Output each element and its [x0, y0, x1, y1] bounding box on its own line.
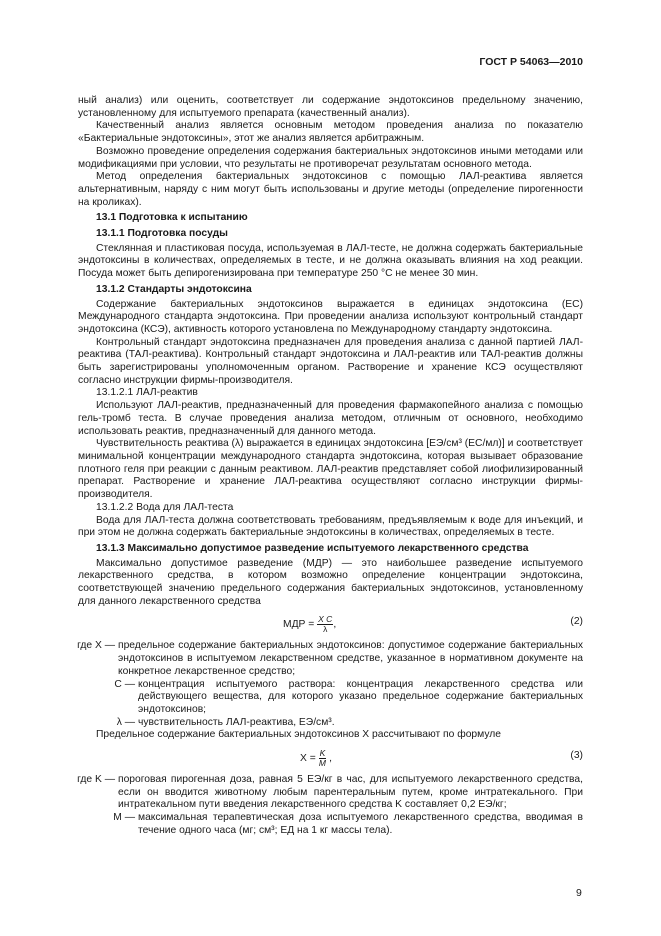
- paragraph: Максимально допустимое разведение (МДР) — это наибольшее разведение испытуемого лекарственного средства, в котором возможно определение концентрации эндотоксина, соответствующей значению предельного содержания бактериальных эндотоксинов, установленному для данного лекарственного средства: [78, 557, 583, 607]
- formula-2-definitions: [78, 640, 583, 729]
- standard-header: ГОСТ Р 54063—2010: [479, 56, 583, 68]
- definition-text: максимальная терапевтическая доза испытуемого лекарственного средства, вводимая в течение одного часа (мг; см³; ЕД на 1 кг массы тела).: [138, 812, 583, 836]
- paragraph: Возможно проведение определения содержания бактериальных эндотоксинов иными методами или модификациями при условии, что результаты не противоречат результатам основного метода.: [78, 145, 583, 170]
- definition-row: [78, 717, 583, 730]
- section-heading: 13.1 Подготовка к испытанию: [96, 212, 248, 224]
- paragraph: Метод определения бактериальных эндотоксинов с помощью ЛАЛ-реактива является альтернативным, наряду с ним могут быть использованы и другие методы (определение пирогенности на кроликах).: [78, 171, 583, 208]
- subsubsection-heading: 13.1.2.1 ЛАЛ-реактив: [96, 387, 198, 399]
- formula-3-numerator: K: [319, 748, 326, 759]
- definition-row: [78, 640, 583, 678]
- definition-symbol: где X —: [77, 640, 115, 652]
- paragraph: Используют ЛАЛ-реактив, предназначенный для проведения фармакопейного анализа с помощью гель-тромб теста. В случае проведения анализа методом, отличным от основного, необходимо использовать реактив, предназначенный для данного метода.: [78, 400, 583, 437]
- subsection-heading: 13.1.2 Стандарты эндотоксина: [96, 283, 252, 295]
- paragraph: Качественный анализ является основным методом проведения анализа по показателю «Бактериальные эндотоксины», этот же анализ является арбитражным.: [78, 120, 583, 145]
- subsection-heading: 13.1.3 Максимально допустимое разведение испытуемого лекарственного средства: [96, 542, 529, 554]
- formula-2-tail: ,: [333, 619, 337, 631]
- formula-2-fraction: [317, 615, 333, 634]
- paragraph: Чувствительность реактива (λ) выражается в единицах эндотоксина [ЕЭ/см³ (ЕС/мл)] и соответствует минимальной концентрации международного стандарта эндотоксина, которая вызывает образование плотного геля при реакции с данным реактивом. ЛАЛ-реактив представляет собой лиофилизированный препарат. Растворение и хранение ЛАЛ-реактива осуществляют согласно инструкции фирмы-производителя.: [78, 438, 583, 501]
- subsection-heading: 13.1.1 Подготовка посуды: [96, 228, 228, 240]
- formula-3-expression: [300, 749, 332, 768]
- paragraph: Стеклянная и пластиковая посуда, используемая в ЛАЛ-тесте, не должна содержать бактериальные эндотоксины в количествах, определяемых в тесте, и не должна оказывать влияния на ход реакции. Посуда может быть депирогенизирована при температуре 250 °С не менее 30 мин.: [78, 242, 583, 280]
- paragraph: Предельное содержание бактериальных эндотоксинов X рассчитывают по формуле: [96, 729, 502, 741]
- paragraph: ный анализ) или оценить, соответствует ли содержание эндотоксинов предельному значению, установленному для испытуемого препарата (качественный анализ).: [78, 95, 583, 119]
- paragraph: Содержание бактериальных эндотоксинов выражается в единицах эндотоксина (ЕС) Международного стандарта эндотоксина. При проведении анализа используют контрольный стандарт эндотоксина (КСЭ), активность которого установлена по Международному стандарту эндотоксина.: [78, 298, 583, 335]
- definition-symbol: где K —: [77, 774, 115, 786]
- formula-2-expression: [283, 615, 336, 634]
- definition-text: предельное содержание бактериальных эндотоксинов: допустимое содержание бактериальных эндотоксинов в испытуемом лекарственном средстве, указанное в нормативном документе на конкретное лекарственное средство;: [118, 640, 583, 677]
- paragraph: Контрольный стандарт эндотоксина предназначен для проведения анализа с данной партией ЛАЛ-реактива (ТАЛ-реактива). Контрольный стандарт эндотоксина и ЛАЛ-реактив или ТАЛ-реактив должны быть зарегистрированы уполномоченным органом. Растворение и хранение КСЭ осуществляют согласно инструкции фирмы-производителя.: [78, 336, 583, 386]
- document-body: [78, 95, 583, 838]
- formula-2-denominator: λ: [323, 624, 328, 635]
- definition-symbol: M —: [113, 812, 135, 824]
- formula-2: [78, 612, 583, 638]
- paragraph: Вода для ЛАЛ-теста должна соответствовать требованиям, предъявляемым к воде для инъекций, и при этом не должна содержать бактериальные эндотоксины в количествах, определяемых в тесте.: [78, 514, 583, 539]
- subsubsection-heading: 13.1.2.2 Вода для ЛАЛ-теста: [96, 501, 234, 513]
- page-number: 9: [576, 887, 582, 899]
- formula-3-lhs: X =: [300, 753, 319, 765]
- formula-3-tail: ,: [326, 753, 333, 765]
- definition-text: пороговая пирогенная доза, равная 5 ЕЭ/кг в час, для испытуемого лекарственного средства, если он вводится животному любым парентеральным путем, кроме интратекального. При интратекальном пути введения лекарственного средства K составляет 0,2 ЕЭ/кг;: [118, 774, 583, 811]
- formula-2-numerator: X C: [318, 614, 333, 625]
- definition-symbol: λ —: [116, 716, 135, 728]
- formula-3-definitions: [78, 774, 583, 838]
- definition-text: чувствительность ЛАЛ-реактива, ЕЭ/см³.: [138, 716, 335, 728]
- definition-row: [78, 679, 583, 717]
- formula-2-lhs: МДР =: [283, 619, 318, 631]
- formula-3-number: (3): [570, 750, 583, 762]
- definition-text: концентрация испытуемого раствора: концентрация лекарственного средства или действующего вещества, для которого указано предельное содержание бактериальных эндотоксинов;: [138, 678, 583, 715]
- formula-3-denominator: M: [318, 758, 326, 769]
- definition-row: [78, 774, 583, 812]
- definition-symbol: C —: [114, 678, 135, 690]
- definition-row: [78, 812, 583, 837]
- formula-2-number: (2): [570, 616, 583, 628]
- formula-3: [78, 746, 583, 772]
